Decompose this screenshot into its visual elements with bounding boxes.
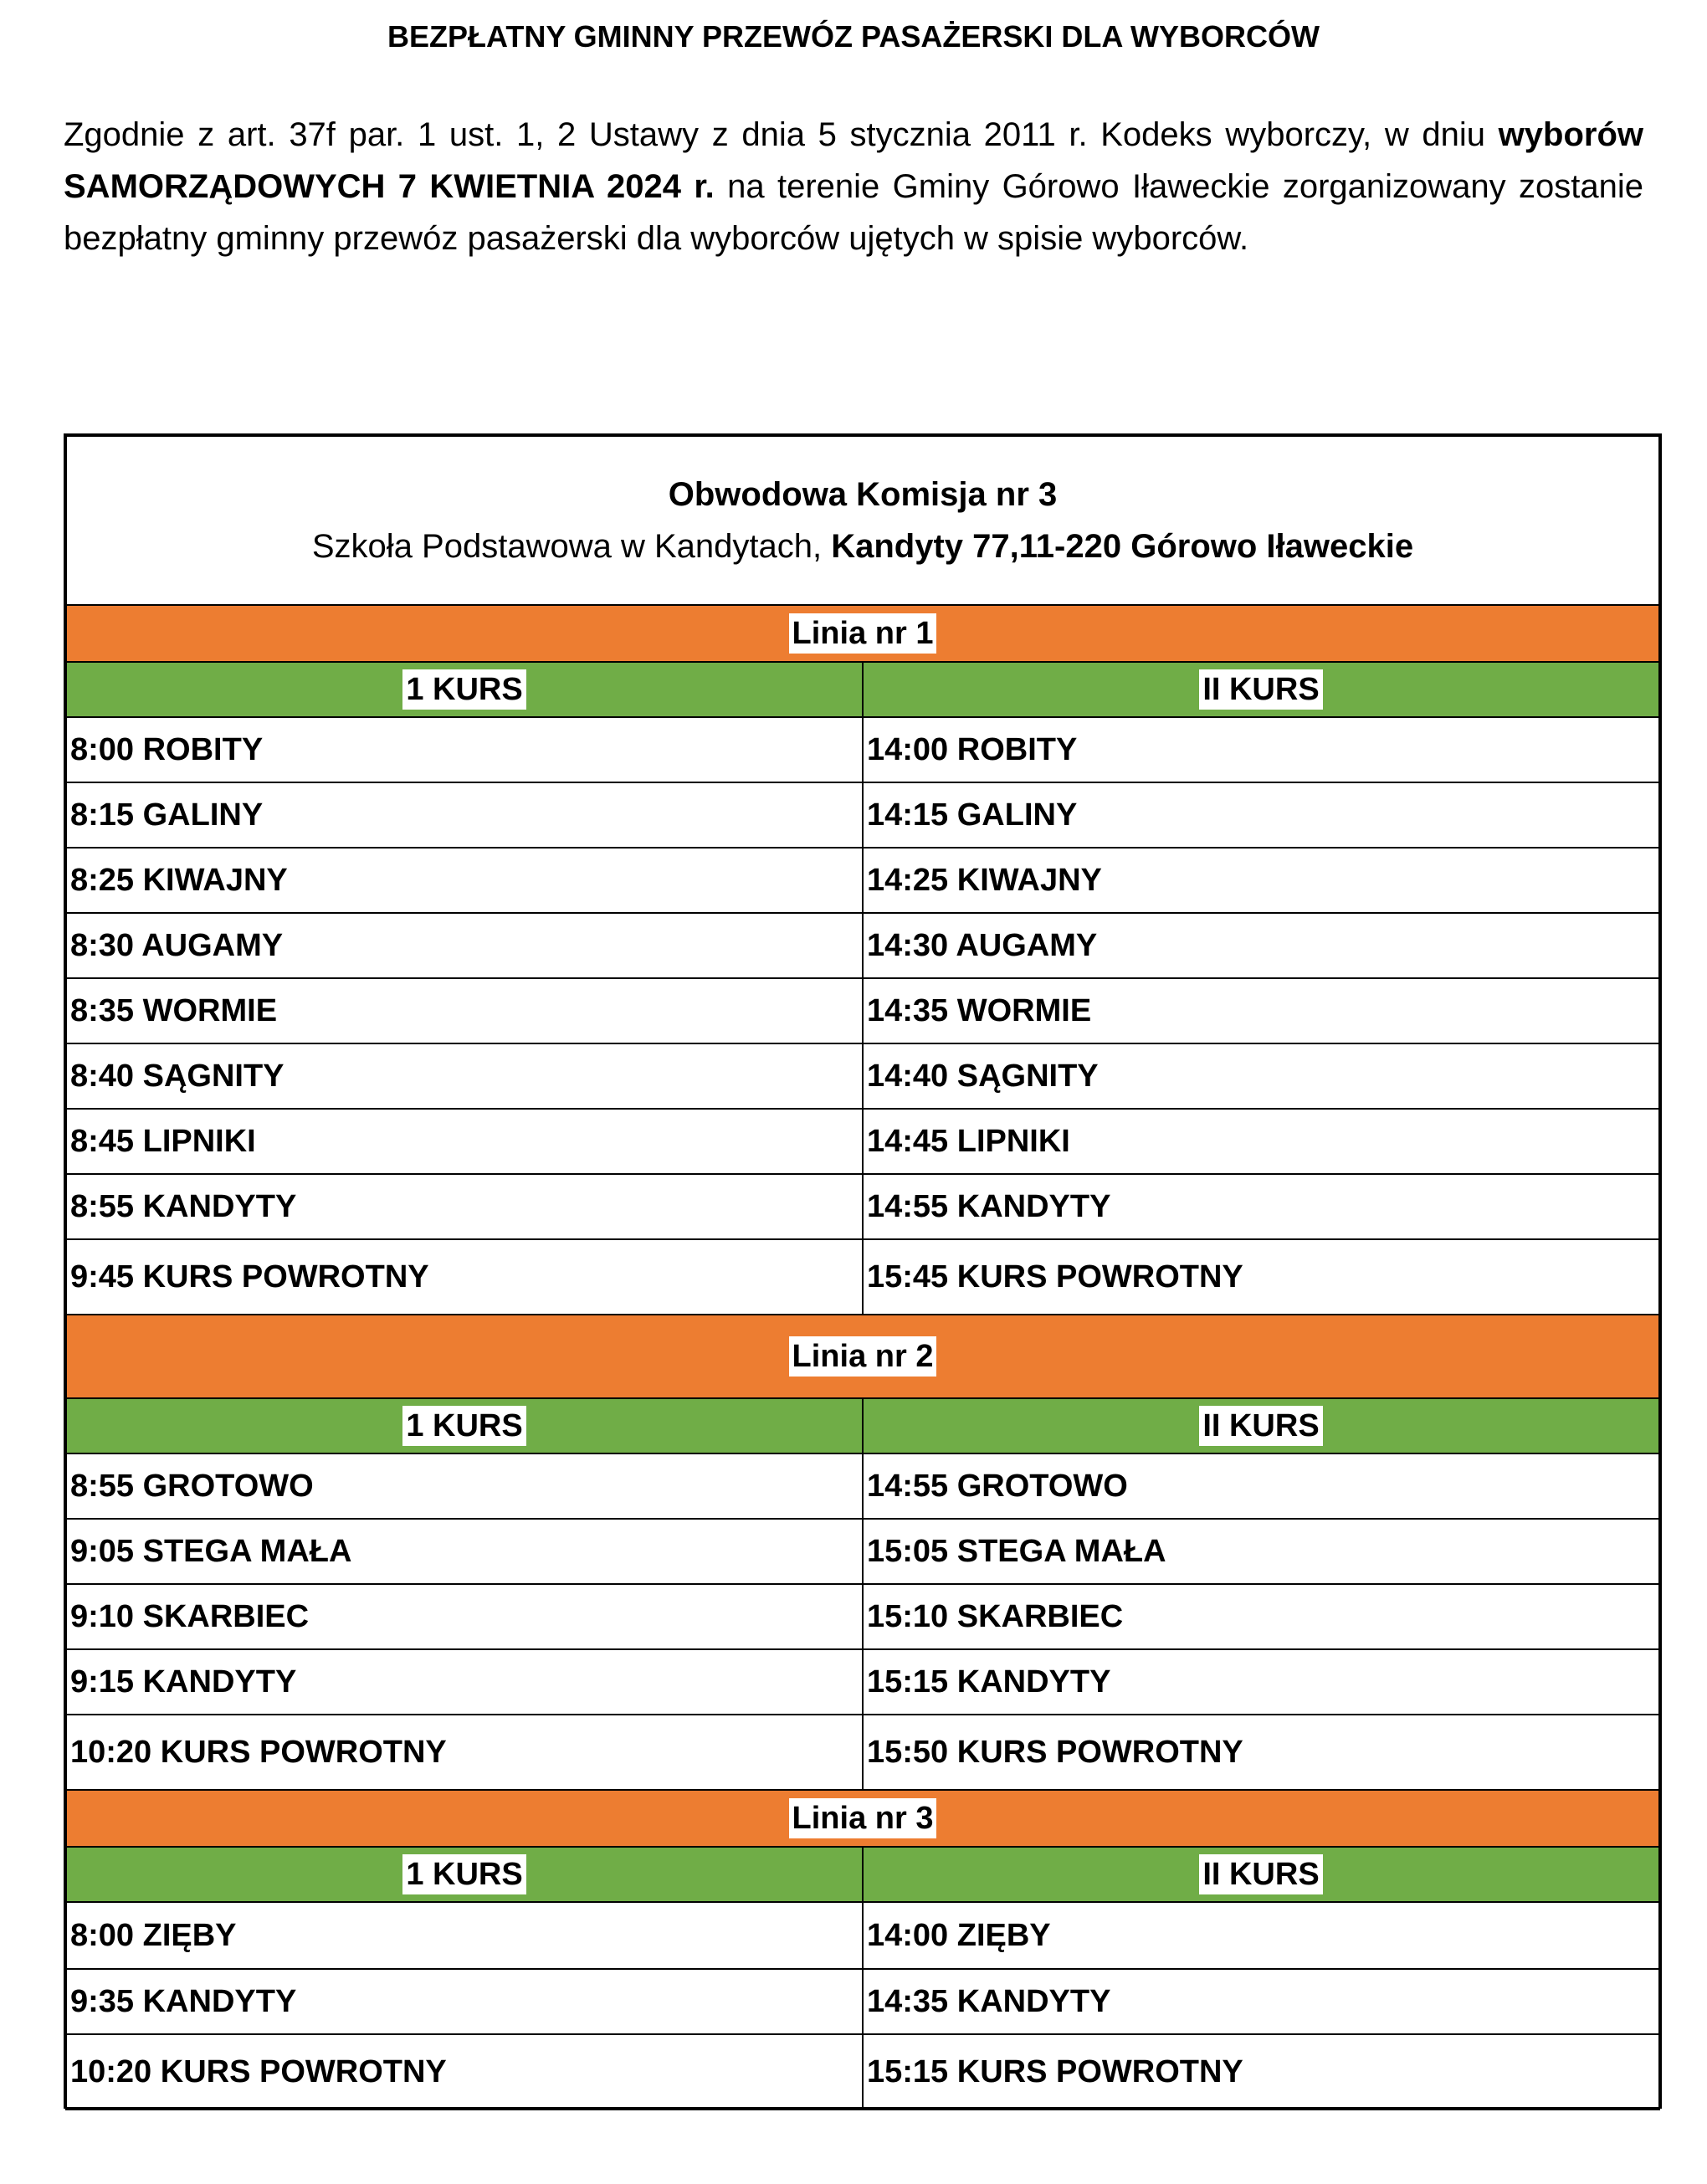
commission-header-row [66, 436, 1659, 605]
line-label: Linia nr 3 [789, 1798, 937, 1838]
kurs-header-row [66, 1847, 1659, 1902]
stop-cell-kurs-2: 14:00 ZIĘBY [863, 1902, 1659, 1969]
stop-row [66, 1715, 1659, 1790]
stop-cell-kurs-1: 9:10 SKARBIEC [66, 1584, 863, 1649]
stop-cell-kurs-2: 14:55 KANDYTY [863, 1174, 1659, 1239]
line-header-row [66, 605, 1659, 662]
kurs-1-label: 1 KURS [402, 669, 525, 710]
stop-row [66, 1902, 1659, 1969]
stop-row [66, 717, 1659, 782]
kurs-2-header [863, 1847, 1659, 1902]
stop-row [66, 1969, 1659, 2034]
commission-location-bold: Kandyty 77,11-220 Górowo Iławeckie [831, 528, 1414, 565]
stop-cell-kurs-1: 10:20 KURS POWROTNY [66, 1715, 863, 1790]
stop-row [66, 978, 1659, 1043]
stop-row [66, 782, 1659, 848]
stop-cell-kurs-2: 14:00 ROBITY [863, 717, 1659, 782]
stop-cell-kurs-1: 8:25 KIWAJNY [66, 848, 863, 913]
stop-cell-kurs-2: 14:30 AUGAMY [863, 913, 1659, 978]
stop-row [66, 1043, 1659, 1109]
commission-name: Obwodowa Komisja nr 3 [668, 476, 1058, 513]
stop-cell-kurs-2: 14:35 WORMIE [863, 978, 1659, 1043]
stop-cell-kurs-1: 8:00 ROBITY [66, 717, 863, 782]
stop-cell-kurs-1: 8:40 SĄGNITY [66, 1043, 863, 1109]
stop-cell-kurs-2: 15:05 STEGA MAŁA [863, 1519, 1659, 1584]
intro-paragraph [64, 109, 1643, 264]
stop-cell-kurs-1: 8:35 WORMIE [66, 978, 863, 1043]
commission-header [66, 436, 1659, 605]
kurs-1-label: 1 KURS [402, 1406, 525, 1446]
intro-text-bold: wyborów SAMORZĄDOWYCH 7 KWIETNIA 2024 r. [64, 116, 1643, 205]
stop-cell-kurs-2: 14:25 KIWAJNY [863, 848, 1659, 913]
stop-row [66, 2034, 1659, 2110]
kurs-2-header [863, 662, 1659, 717]
stop-cell-kurs-2: 14:55 GROTOWO [863, 1453, 1659, 1519]
stop-cell-kurs-1: 8:55 KANDYTY [66, 1174, 863, 1239]
kurs-2-label: II KURS [1199, 1854, 1322, 1894]
stop-cell-kurs-1: 8:30 AUGAMY [66, 913, 863, 978]
line-header [66, 1790, 1659, 1847]
stop-row [66, 1649, 1659, 1715]
stop-row [66, 1519, 1659, 1584]
document-title: BEZPŁATNY GMINNY PRZEWÓZ PASAŻERSKI DLA WYBORCÓW [387, 19, 1320, 54]
kurs-header-row [66, 662, 1659, 717]
kurs-1-header [66, 662, 863, 717]
stop-cell-kurs-1: 10:20 KURS POWROTNY [66, 2034, 863, 2110]
stop-cell-kurs-2: 14:15 GALINY [863, 782, 1659, 848]
stop-cell-kurs-1: 9:05 STEGA MAŁA [66, 1519, 863, 1584]
stop-cell-kurs-1: 8:15 GALINY [66, 782, 863, 848]
stop-cell-kurs-2: 15:15 KURS POWROTNY [863, 2034, 1659, 2110]
stop-row [66, 1453, 1659, 1519]
stop-cell-kurs-1: 9:35 KANDYTY [66, 1969, 863, 2034]
commission-location-regular: Szkoła Podstawowa w Kandytach, [311, 528, 832, 565]
stop-cell-kurs-1: 8:55 GROTOWO [66, 1453, 863, 1519]
line-label: Linia nr 1 [789, 613, 937, 654]
kurs-header-row [66, 1398, 1659, 1453]
intro-text-start: Zgodnie z art. 37f par. 1 ust. 1, 2 Ustawy z dnia 5 stycznia 2011 r. Kodeks wyborczy, w dniu [64, 116, 1499, 153]
kurs-1-header [66, 1398, 863, 1453]
stop-cell-kurs-2: 15:10 SKARBIEC [863, 1584, 1659, 1649]
commission-location [67, 520, 1658, 572]
kurs-1-header [66, 1847, 863, 1902]
stop-cell-kurs-2: 15:15 KANDYTY [863, 1649, 1659, 1715]
stop-cell-kurs-2: 15:45 KURS POWROTNY [863, 1239, 1659, 1315]
stop-cell-kurs-2: 14:35 KANDYTY [863, 1969, 1659, 2034]
stop-cell-kurs-1: 8:00 ZIĘBY [66, 1902, 863, 1969]
kurs-2-label: II KURS [1199, 1406, 1322, 1446]
kurs-2-label: II KURS [1199, 669, 1322, 710]
stop-row [66, 913, 1659, 978]
stop-row [66, 1174, 1659, 1239]
stop-cell-kurs-2: 15:50 KURS POWROTNY [863, 1715, 1659, 1790]
stop-cell-kurs-1: 9:15 KANDYTY [66, 1649, 863, 1715]
stop-cell-kurs-1: 9:45 KURS POWROTNY [66, 1239, 863, 1315]
schedule-table [64, 433, 1662, 2109]
line-header [66, 1315, 1659, 1398]
stop-cell-kurs-1: 8:45 LIPNIKI [66, 1109, 863, 1174]
stop-cell-kurs-2: 14:45 LIPNIKI [863, 1109, 1659, 1174]
line-header-row [66, 1790, 1659, 1847]
stop-row [66, 1239, 1659, 1315]
stop-row [66, 1109, 1659, 1174]
line-header [66, 605, 1659, 662]
intro-text-end: na terenie Gminy Górowo Iławeckie zorganizowany zostanie bezpłatny gminny przewóz pasażerski dla wyborców ujętych w spisie wyborców. [64, 168, 1643, 257]
stop-row [66, 848, 1659, 913]
stop-cell-kurs-2: 14:40 SĄGNITY [863, 1043, 1659, 1109]
kurs-1-label: 1 KURS [402, 1854, 525, 1894]
line-header-row [66, 1315, 1659, 1398]
stop-row [66, 1584, 1659, 1649]
line-label: Linia nr 2 [789, 1336, 937, 1377]
kurs-2-header [863, 1398, 1659, 1453]
